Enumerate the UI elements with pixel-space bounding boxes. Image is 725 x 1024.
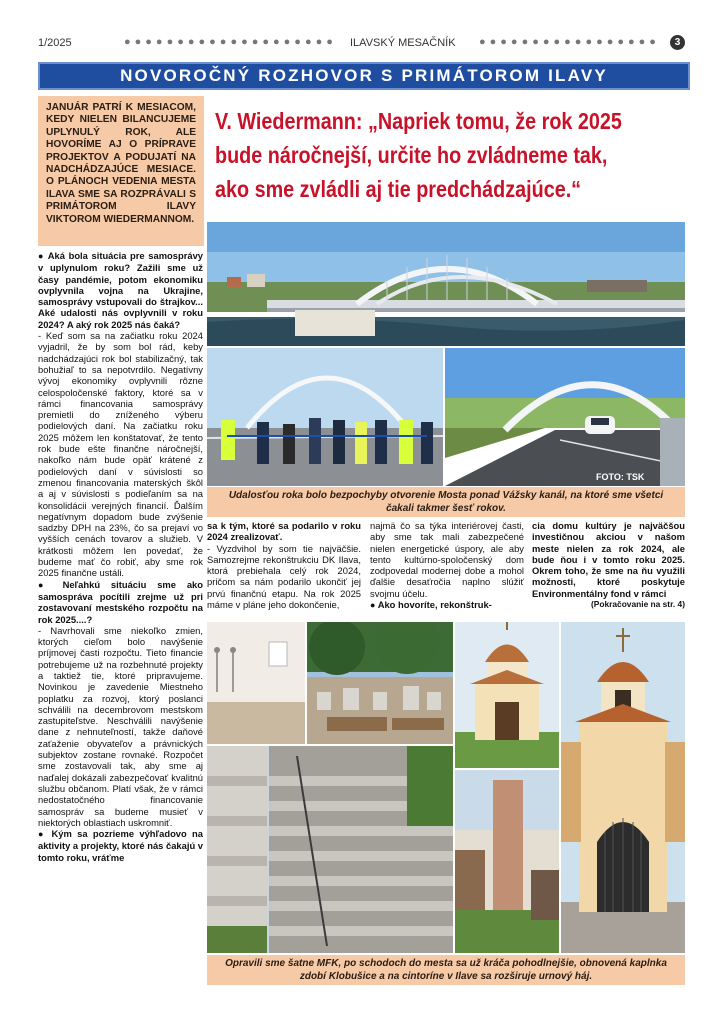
question-2: Neľahkú situáciu sme ako samospráva pocítili zrejme už pri zostavovaní mestského rozpočtu na rok 2025....?	[38, 578, 204, 625]
question-3-continued: sa k tým, ktoré sa podarilo v roku 2024 zrealizovať.	[207, 520, 361, 543]
header-dots-right: ●●●●●●●●●●●●●●●●●	[479, 36, 660, 48]
urn-grove-photo	[455, 770, 559, 953]
photo-credit: FOTO: TSK	[596, 472, 645, 482]
article-column-2	[207, 520, 361, 610]
article-column-1	[38, 250, 203, 863]
headline-line-2: bude náročnejší, určite ho zvládneme tak,	[215, 142, 608, 168]
question-3: Kým sa pozrieme výhľadovo na aktivity a projekty, ktoré nás čakajú v tomto roku, vráťme	[38, 828, 204, 863]
article-column-3	[370, 520, 524, 611]
intro-box: JANUÁR PATRÍ K MESIACOM, KEDY NIELEN BILANCUJEME UPLYNULÝ ROK, ALE HOVORÍME AJ O PRÍPRAVE PROJEKTOV A PODUJATÍ NA NADCHÁDZAJÚCE MESIACE. O PLÁNOCH VEDENIA MESTA ILAVA SME SA ROZPRÁVALI S PRIMÁTOROM ILAVY VIKTOROM WIEDERMANNOM.	[38, 96, 204, 246]
headline-line-3: ako sme zvládli aj tie predchádzajúce.“	[215, 176, 582, 202]
ribbon-cutting-photo	[207, 348, 443, 486]
question-4: Ako hovoríte, rekonštruk-	[377, 599, 492, 611]
bullet-icon: ●	[38, 579, 52, 590]
article-column-4	[532, 520, 685, 610]
cemetery-photo	[307, 622, 453, 744]
issue-number: 1/2025	[38, 37, 72, 49]
headline	[215, 104, 686, 206]
bullet-icon: ●	[38, 251, 45, 261]
locker-room-photo	[207, 622, 305, 744]
headline-line-1: V. Wiedermann: „Napriek tomu, že rok 2025	[215, 108, 622, 134]
answer-3: - Vyzdvihol by som tie najväčšie. Samozrejme rekonštrukciu DK Ilava, ktorá prebiehala celý rok 2024, pričom sa nám podarilo ukončiť jej prvú finančnú etapu. Na rok 2025 máme v pláne jeho dokončenie,	[207, 542, 361, 611]
bullet-icon: ●	[370, 600, 376, 611]
question-4-continued: cia domu kultúry je najväčšou investičnou akciou v našom meste nielen za rok 2024, ale bude ňou i v tomto roku 2025. Okrem toho, že sme na ňu využili možnosti, ktoré poskytuje Environmentálny fond v rámci	[532, 520, 685, 599]
page-number: 3	[670, 35, 685, 50]
caption-top-line-1: Udalosťou roka bolo bezpochyby otvorenie Mosta ponad Vážsky kanál, na ktoré sme všetci	[228, 490, 664, 501]
answer-2: - Navrhovali sme niekoľko zmien, ktorých cieľom bolo navýšenie príjmovej časti rozpočtu. Tieto financie potrebujeme už na rozbehnuté projekty a taktiež tie, ktoré pripravujeme. Novinkou je zavedenie Miestneho poplatku za rozvoj, ktorý poslanci schválili na decembrovom mestskom zastupiteľstve. Neschválili navýšenie dane z nehnuteľností, takže daňové zaťaženie obyvateľov a právnických subjektov zostane rovnaké. Rozpočet sme zostavovali tak, aby sme aj naďalej dokázali zabezpečovať kvalitnú službu občanom. Platí však, že v rámci nedostatočného financovanie samospráv sa budeme musieť v niektorých oblastiach uskromniť.	[38, 624, 203, 828]
continued-note: (Pokračovanie na str. 4)	[590, 599, 685, 610]
bridge-car-photo	[445, 348, 685, 486]
answer-3-continued: najmä čo sa týka interiérovej časti, aby sme tak mali zabezpečené nielen energetické úspory, ale aby tento kultúrno-spoločenský dom zodpovedal modernej dobe a mohol ďalšie desaťročia naplno slúžiť svojmu účelu.	[370, 520, 524, 599]
chapel-large-photo	[561, 622, 685, 953]
question-1: Aká bola situácia pre samosprávy v uplynulom roku? Zažili sme už časy pandémie, potom ekonomiku ovplyvnila vojna na Ukrajine, samosprávy vstupovali do štrajkov... Aké udalosti nás ovplyvnili v roku 2024? A aký rok 2025 nás čaká?	[38, 250, 203, 330]
caption-bottom-line-2: zdobí Klobušice a na cintoríne v Ilave sa rozširuje urnový háj.	[299, 971, 593, 982]
caption-bottom	[207, 955, 685, 985]
stairs-photo	[207, 746, 453, 953]
caption-top	[207, 487, 685, 517]
bullet-icon: ●	[38, 829, 47, 840]
chapel-small-photo	[455, 622, 559, 768]
page-header	[38, 36, 688, 52]
section-banner: NOVOROČNÝ ROZHOVOR S PRIMÁTOROM ILAVY	[38, 62, 690, 90]
caption-top-line-2: čakali takmer šesť rokov.	[386, 503, 506, 514]
caption-bottom-line-1: Opravili sme šatne MFK, po schodoch do mesta sa už kráča pohodlnejšie, obnovená kaplnka	[225, 958, 667, 969]
header-dots-left: ●●●●●●●●●●●●●●●●●●●●	[124, 36, 337, 48]
bridge-panorama-photo	[207, 222, 685, 346]
answer-1: - Keď som sa na začiatku roku 2024 vyjadril, že by som bol rád, keby nadchádzajúci rok bol stabilizačný, tak bohužiaľ to sa nepotvrdilo. Negatívny vývoj ekonomiky ovplyvnili rôzne celospoločenské faktory, ktoré sa v rámci financovania samosprávy premietli do zníženého výberu podielových daní. Na začiatku roku 2025 môžem len konštatovať, že tento rok bude ešte finančne náročnejší, nakoľko nám bude opäť krátené z podielových daní v súvislosti so zmenou financovania materských škôl a aj v súvislosti s podieľaním sa na konsolidácii verejných financií. Ďalším negatívnym dopadom bude zvýšenie sadzby DPH na 23%, čo sa prejaví vo vyšších cenách tovarov a služieb. V krátkosti môžem len povedať, že budeme mať čo robiť, aby sme rok 2025 finančne ustáli.	[38, 330, 203, 579]
paper-name: ILAVSKÝ MESAČNÍK	[350, 37, 456, 49]
